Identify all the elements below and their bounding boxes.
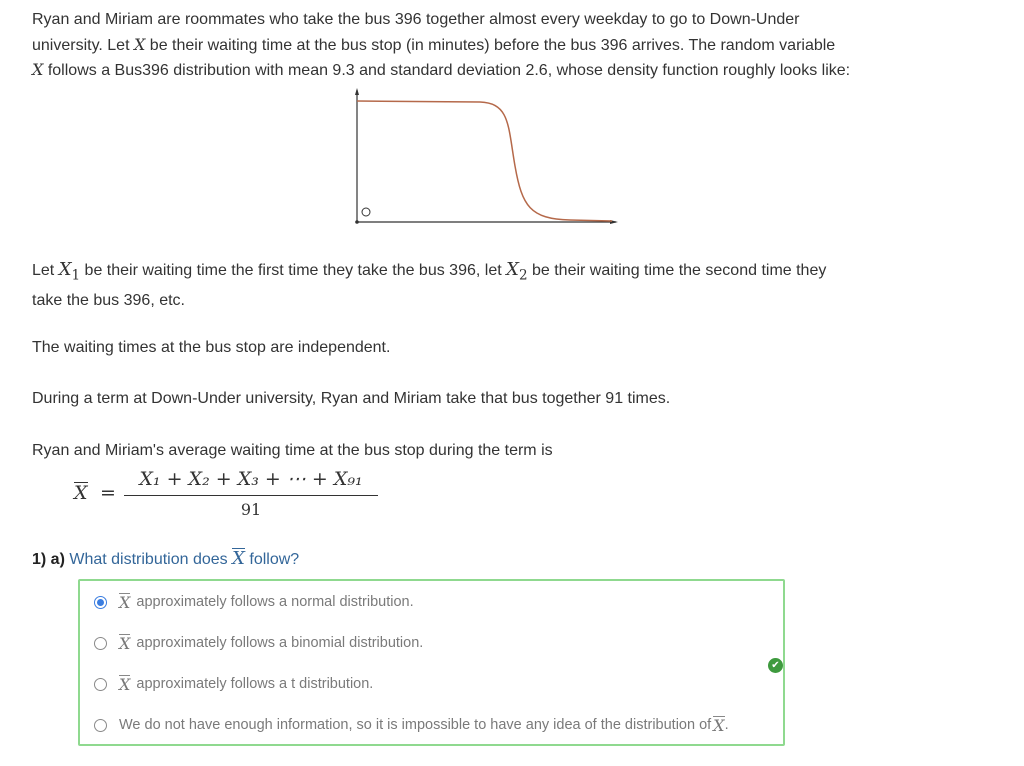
- term-count-statement: During a term at Down-Under university, Ryan and Miriam take that bus together 91 times.: [32, 390, 671, 407]
- radio-button-selected[interactable]: [94, 596, 107, 609]
- numerator: X₁ + X₂ + X₃ + ⋯ + X₉₁: [139, 468, 363, 490]
- average-intro: Ryan and Miriam's average waiting time at the bus stop during the term is: [32, 442, 553, 459]
- denominator: 91: [240, 500, 262, 519]
- variable-x1: $X_1$: [58, 259, 81, 284]
- origin-point: [355, 220, 359, 224]
- fraction-bar: [124, 495, 378, 496]
- independence-statement: The waiting times at the bus stop are independent.: [32, 339, 391, 356]
- option-not-enough-info[interactable]: We do not have enough information, so it is impossible to have any idea of the distribution of X .: [94, 713, 729, 737]
- intro-line-2: university. Let X be their waiting time at the bus stop (in minutes) before the bus 396 arrives. The random variable: [32, 34, 836, 54]
- option-t-distribution[interactable]: X approximately follows a t distribution.: [94, 672, 373, 696]
- question-text: What distribution does X follow?: [69, 548, 300, 569]
- x-bar-symbol: X: [74, 482, 88, 504]
- option-normal[interactable]: X approximately follows a normal distribution.: [94, 590, 414, 614]
- question-label: [32, 548, 299, 569]
- definitions-paragraph: Let $X_1$ be their waiting time the first time they take the bus 396, let $X_2$ be their waiting time the second time they take the bus 396, etc.: [32, 259, 827, 310]
- variable-x: X: [32, 60, 44, 79]
- open-circle-marker: [362, 208, 370, 216]
- y-axis-arrow: [355, 88, 359, 95]
- fraction: [124, 466, 378, 519]
- question-number: 1) a): [32, 551, 65, 568]
- radio-button[interactable]: [94, 637, 107, 650]
- radio-button[interactable]: [94, 719, 107, 732]
- density-curve: [357, 101, 612, 221]
- variable-x2: $X_2$: [506, 259, 528, 284]
- check-circle-icon: ✔: [768, 658, 783, 673]
- density-plot: [350, 86, 622, 226]
- intro-line-3: X follows a Bus396 distribution with mean 9.3 and standard deviation 2.6, whose density function roughly looks like:: [32, 60, 851, 79]
- intro-paragraph: [32, 8, 850, 84]
- radio-button[interactable]: [94, 678, 107, 691]
- intro-line-1: Ryan and Miriam are roommates who take the bus 396 together almost every weekday to go to Down-Under: [32, 11, 800, 28]
- answer-options: [78, 579, 785, 746]
- variable-x: X: [133, 34, 146, 54]
- option-binomial[interactable]: X approximately follows a binomial distribution.: [94, 631, 423, 655]
